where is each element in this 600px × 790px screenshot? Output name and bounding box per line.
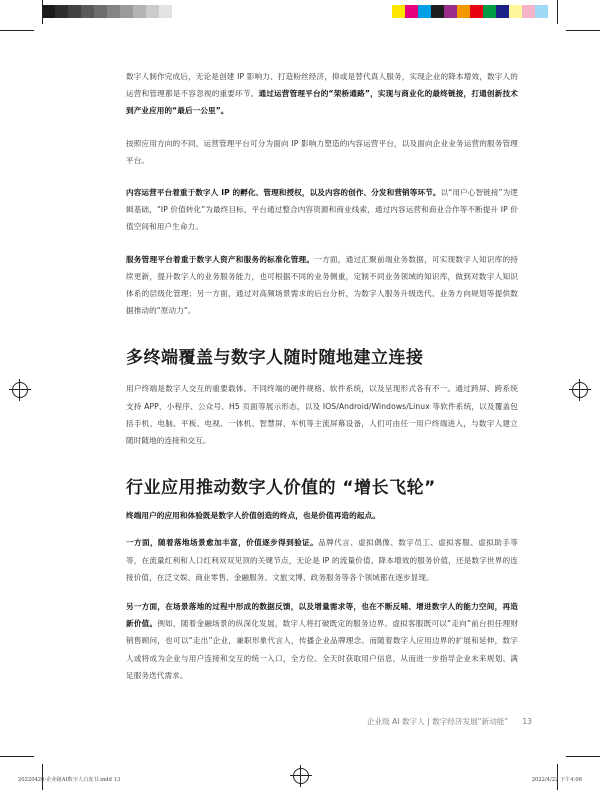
color-swatch	[418, 5, 431, 18]
gray-swatch	[146, 5, 159, 18]
page-body	[126, 68, 518, 684]
paragraph-data-feedback: 另一方面，在场景落地的过程中形成的数据反馈，以及增量需求等，也在不断反哺、增进数字人的能力空间，再造新价值。例如，随着金融场景的纵深化发展，数字人将打破既定的服务边界。虚拟客服既可以“走向”前台担任理财销售顾问，也可以“走出”企业，兼职形象代言人，传播企业品牌理念。而随着数字人应用边界的扩展和延伸，数字人或将成为企业与用户连接和交互的统一入口，全方位、全天时获取用户信息，从而进一步指导企业未来规划、满足服务迭代需求。	[126, 602, 519, 680]
print-slug-date: 2022/4/22 下午4:06	[531, 777, 582, 783]
color-swatch	[535, 5, 548, 18]
section-heading-growth-flywheel: 行业应用推动数字人价值的 “增长飞轮”	[126, 478, 436, 499]
crop-mark-tr-v	[557, 0, 558, 24]
gray-swatch	[94, 5, 107, 18]
color-swatch	[392, 5, 405, 18]
crop-mark-tl-v	[42, 0, 43, 24]
crop-mark-tl-h	[0, 30, 34, 31]
page-number: 13	[522, 717, 532, 726]
color-swatch	[431, 5, 444, 18]
paragraph-terminals: 用户终端是数字人交互的重要载体。不同终端的硬件规格、软件系统，以及呈现形式各有不一。通过跨屏、跨系统支持 APP、小程序、公众号、H5 页面等展示形态，以及 IOS/Android/Windows/Linux 等软件系统，以及覆盖包括手机、电脑、平板、电视、一体机、智慧屏、车机等主流屏幕设备，人们可由任一用户终端进入，与数字人建立随时随地的连接和交互。	[126, 384, 518, 446]
paragraph-service-platform: 服务管理平台着重于数字人资产和服务的标准化管理。一方面，通过汇聚前端业务数据，可实现数字人知识库的持续更新，提升数字人的业务服务能力，也可根据不同的业务侧重，定制不同业务领域的知识库，做到对数字人知识体系的层级化管理；另一方面，通过对高频场景需求的后台分析，为数字人服务升级迭代、业务方向规划等提供数据推动的“原动力”。	[126, 254, 518, 316]
registration-mark-left	[12, 382, 28, 398]
gray-swatch	[107, 5, 120, 18]
paragraph-platform-types: 按照应用方向的不同，运营管理平台可分为面向 IP 影响力塑造的内容运营平台，以及面向企业业务运营的服务管理平台。	[126, 138, 518, 165]
color-swatch	[496, 5, 509, 18]
gray-swatch	[55, 5, 68, 18]
running-title: 企业级 AI 数字人 | 数字经济发展“新动能”	[366, 717, 509, 726]
crop-mark-tr-h	[566, 30, 600, 31]
crop-mark-bl-h	[0, 756, 34, 757]
paragraph-flywheel-lead: 终端用户的应用和体验既是数字人价值创造的终点，也是价值再造的起点。	[126, 511, 380, 521]
color-swatch	[444, 5, 457, 18]
gray-swatch	[42, 5, 55, 18]
registration-mark-bottom	[293, 768, 309, 784]
color-swatch	[470, 5, 483, 18]
gray-color-bar	[42, 5, 172, 18]
print-slug-file: 20220420-企业级AI数字人白皮书.indd 13	[18, 777, 121, 783]
process-color-bar	[392, 5, 548, 18]
section-heading-multi-terminal: 多终端覆盖与数字人随时随地建立连接	[126, 348, 424, 369]
paragraph-value-validation: 一方面，随着落地场景愈加丰富，价值逐步得到验证。品牌代言、虚拟偶像、数字员工、虚拟客服、虚拟助手等等，在流量红利和人口红利双双见顶的关键节点，无论是 IP 的流量价值、降本增效的服务价值，还是数字世界的连接价值，在泛文娱、商业零售、金融服务、文旅文博、政务服务等各个领域都在逐步显现。	[126, 538, 518, 582]
gray-swatch	[159, 5, 172, 18]
paragraph-content-platform: 内容运营平台着重于数字人 IP 的孵化、管理和授权，以及内容的创作、分发和营销等环节。以“用户心智链接”为逻辑基础，“IP 价值转化”为最终目标，平台通过整合内容资源和商业线索，通过内容运营和商业合作等不断提升 IP 价值空间和用户生命力。	[126, 188, 518, 232]
gray-swatch	[81, 5, 94, 18]
page-footer	[367, 716, 532, 727]
paragraph-intro: 数字人制作完成后，无论是创建 IP 影响力、打造粉丝经济，抑或是替代真人服务，实现企业的降本增效，数字人的运营和管理都是不容忽视的重要环节。通过运营管理平台的“架桥通路”，实现与商业化的最终链接，打通创新技术到产业应用的“最后一公里”。	[126, 72, 518, 116]
color-swatch	[522, 5, 535, 18]
gray-swatch	[120, 5, 133, 18]
color-swatch	[483, 5, 496, 18]
color-swatch	[405, 5, 418, 18]
color-swatch	[509, 5, 522, 18]
crop-mark-br-h	[566, 756, 600, 757]
gray-swatch	[133, 5, 146, 18]
color-swatch	[457, 5, 470, 18]
gray-swatch	[68, 5, 81, 18]
registration-mark-right	[572, 382, 588, 398]
